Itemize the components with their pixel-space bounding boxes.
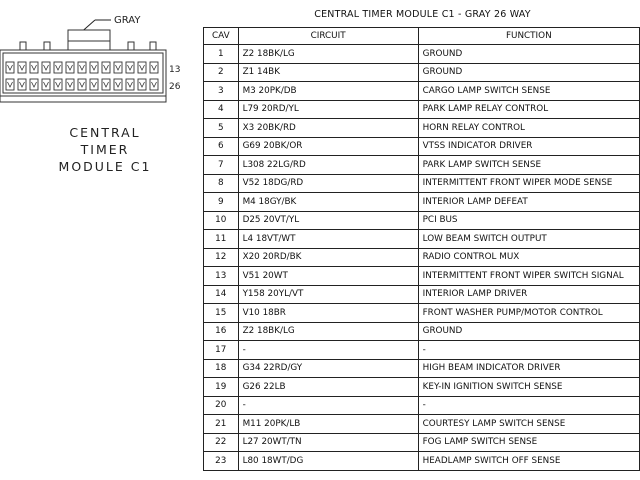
cav-cell: 18 (204, 359, 239, 378)
circuit-cell: Z2 18BK/LG (238, 45, 418, 64)
pin-cavity (150, 62, 158, 73)
function-cell: HEADLAMP SWITCH OFF SENSE (418, 452, 639, 471)
circuit-cell: X3 20BK/RD (238, 119, 418, 138)
header-cav: CAV (204, 28, 239, 45)
function-cell: INTERIOR LAMP DEFEAT (418, 193, 639, 212)
table-row (204, 415, 640, 434)
cav-cell: 1 (204, 45, 239, 64)
table-row (204, 230, 640, 249)
function-cell: PARK LAMP RELAY CONTROL (418, 100, 639, 119)
header-circuit: CIRCUIT (238, 28, 418, 45)
table-row (204, 193, 640, 212)
circuit-cell: V51 20WT (238, 267, 418, 286)
table-row (204, 156, 640, 175)
pin-row-2 (6, 79, 158, 90)
function-cell: HIGH BEAM INDICATOR DRIVER (418, 359, 639, 378)
header-function: FUNCTION (418, 28, 639, 45)
cav-cell: 8 (204, 174, 239, 193)
circuit-cell: - (238, 341, 418, 360)
circuit-cell: G26 22LB (238, 378, 418, 397)
pin-cavity (6, 62, 14, 73)
table-row (204, 452, 640, 471)
circuit-cell: V52 18DG/RD (238, 174, 418, 193)
function-cell: VTSS INDICATOR DRIVER (418, 137, 639, 156)
circuit-cell: X20 20RD/BK (238, 248, 418, 267)
cav-cell: 15 (204, 304, 239, 323)
pin-cavity (42, 79, 50, 90)
table-row (204, 137, 640, 156)
pin-cavity (30, 79, 38, 90)
pin-cavity (42, 62, 50, 73)
cav-cell: 21 (204, 415, 239, 434)
pin-cavity (66, 62, 74, 73)
function-cell: RADIO CONTROL MUX (418, 248, 639, 267)
cav-cell: 10 (204, 211, 239, 230)
pin-cavity (138, 62, 146, 73)
pin-cavity (66, 79, 74, 90)
cav-cell: 9 (204, 193, 239, 212)
function-cell: GROUND (418, 322, 639, 341)
pin-cavity (78, 62, 86, 73)
pin-cavity (150, 79, 158, 90)
cav-cell: 23 (204, 452, 239, 471)
pin-cavity (102, 79, 110, 90)
pin-cavity (102, 62, 110, 73)
module-label-line-2: TIMER (80, 142, 130, 157)
circuit-cell: L27 20WT/TN (238, 433, 418, 452)
table-row (204, 359, 640, 378)
table-row (204, 45, 640, 64)
table-header-row (204, 28, 640, 45)
table-row (204, 322, 640, 341)
table-title: CENTRAL TIMER MODULE C1 - GRAY 26 WAY (314, 9, 531, 20)
pin-cavity (18, 79, 26, 90)
cav-cell: 3 (204, 82, 239, 101)
pin-cavity (126, 79, 134, 90)
module-label (20, 124, 190, 175)
function-cell: GROUND (418, 63, 639, 82)
function-cell: FRONT WASHER PUMP/MOTOR CONTROL (418, 304, 639, 323)
table-row (204, 63, 640, 82)
circuit-cell: M3 20PK/DB (238, 82, 418, 101)
function-cell: CARGO LAMP SWITCH SENSE (418, 82, 639, 101)
row-1-end-number: 13 (169, 65, 181, 75)
cav-cell: 13 (204, 267, 239, 286)
pin-cavity (90, 62, 98, 73)
cav-cell: 5 (204, 119, 239, 138)
function-cell: PCI BUS (418, 211, 639, 230)
circuit-cell: M11 20PK/LB (238, 415, 418, 434)
function-cell: - (418, 396, 639, 415)
table-body (204, 45, 640, 471)
function-cell: GROUND (418, 45, 639, 64)
table-row (204, 267, 640, 286)
pin-cavity (30, 62, 38, 73)
pin-cavity (78, 79, 86, 90)
cav-cell: 12 (204, 248, 239, 267)
circuit-cell: Y158 20YL/VT (238, 285, 418, 304)
circuit-cell: L308 22LG/RD (238, 156, 418, 175)
pin-cavity (54, 62, 62, 73)
pin-cavity (114, 62, 122, 73)
function-cell: - (418, 341, 639, 360)
pin-cavity (18, 62, 26, 73)
cav-cell: 19 (204, 378, 239, 397)
pin-row-1 (6, 62, 158, 73)
circuit-cell: D25 20VT/YL (238, 211, 418, 230)
cav-cell: 20 (204, 396, 239, 415)
function-cell: INTERMITTENT FRONT WIPER MODE SENSE (418, 174, 639, 193)
function-cell: HORN RELAY CONTROL (418, 119, 639, 138)
cav-cell: 7 (204, 156, 239, 175)
circuit-cell: - (238, 396, 418, 415)
cav-cell: 6 (204, 137, 239, 156)
pin-cavity (114, 79, 122, 90)
pin-cavity (54, 79, 62, 90)
pin-cavity (90, 79, 98, 90)
function-cell: KEY-IN IGNITION SWITCH SENSE (418, 378, 639, 397)
gray-color-label: GRAY (114, 15, 141, 26)
table-row (204, 433, 640, 452)
module-label-line-3: MODULE C1 (58, 159, 152, 174)
table-row (204, 211, 640, 230)
circuit-cell: Z2 18BK/LG (238, 322, 418, 341)
circuit-cell: M4 18GY/BK (238, 193, 418, 212)
circuit-cell: Z1 14BK (238, 63, 418, 82)
pinout-table (203, 27, 640, 471)
cav-cell: 2 (204, 63, 239, 82)
cav-cell: 14 (204, 285, 239, 304)
table-row (204, 119, 640, 138)
function-cell: PARK LAMP SWITCH SENSE (418, 156, 639, 175)
row-2-end-number: 26 (169, 82, 181, 92)
module-label-line-1: CENTRAL (69, 125, 141, 140)
circuit-cell: G34 22RD/GY (238, 359, 418, 378)
pin-cavity (126, 62, 134, 73)
circuit-cell: L80 18WT/DG (238, 452, 418, 471)
table-row (204, 378, 640, 397)
table-row (204, 100, 640, 119)
function-cell: LOW BEAM SWITCH OUTPUT (418, 230, 639, 249)
function-cell: FOG LAMP SWITCH SENSE (418, 433, 639, 452)
table-row (204, 82, 640, 101)
table-row (204, 341, 640, 360)
table-row (204, 304, 640, 323)
table-row (204, 174, 640, 193)
pin-cavity (6, 79, 14, 90)
table-row (204, 285, 640, 304)
cav-cell: 16 (204, 322, 239, 341)
function-cell: COURTESY LAMP SWITCH SENSE (418, 415, 639, 434)
circuit-cell: G69 20BK/OR (238, 137, 418, 156)
function-cell: INTERMITTENT FRONT WIPER SWITCH SIGNAL (418, 267, 639, 286)
table-row (204, 396, 640, 415)
circuit-cell: V10 18BR (238, 304, 418, 323)
pin-cavity (138, 79, 146, 90)
cav-cell: 22 (204, 433, 239, 452)
cav-cell: 4 (204, 100, 239, 119)
function-cell: INTERIOR LAMP DRIVER (418, 285, 639, 304)
circuit-cell: L79 20RD/YL (238, 100, 418, 119)
table-row (204, 248, 640, 267)
cav-cell: 11 (204, 230, 239, 249)
cav-cell: 17 (204, 341, 239, 360)
circuit-cell: L4 18VT/WT (238, 230, 418, 249)
